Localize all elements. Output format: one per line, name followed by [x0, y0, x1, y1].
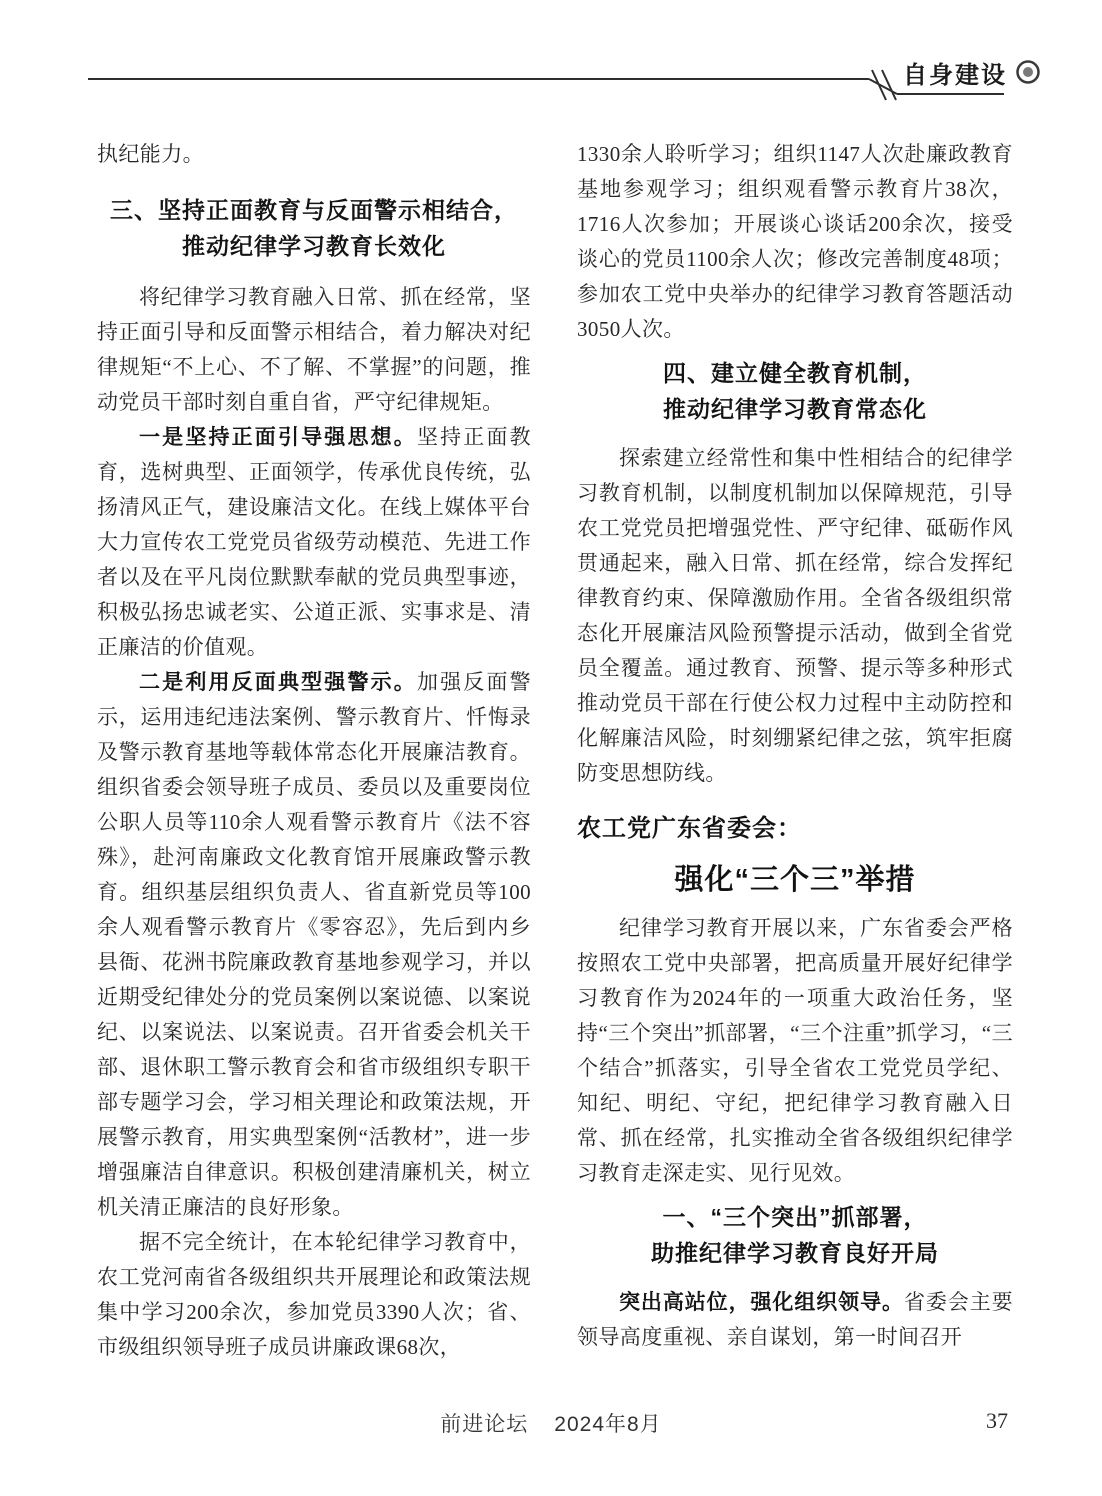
paragraph-lead: 突出高站位，强化组织领导。: [619, 1291, 904, 1314]
section-heading-three: [97, 192, 531, 264]
body-paragraph: 将纪律学习教育融入日常、抓在经常，坚持正面引导和反面警示相结合，着力解决对纪律规矩“不上心、不了解、不掌握”的问题，推动党员干部时刻自重自省，严守纪律规矩。: [97, 285, 531, 414]
heading-line: 一、“三个突出”抓部署，: [662, 1204, 928, 1230]
right-column: [577, 137, 1013, 1355]
body-paragraph: 探索建立经常性和集中性相结合的纪律学习教育机制，以制度机制加以保障规范，引导农工党党员把增强党性、严守纪律、砥砺作风贯通起来，融入日常、抓在经常，综合发挥纪律教育约束、保障激励作用。全省各级组织常态化开展廉洁风险预警提示活动，做到全省党员全覆盖。通过教育、预警、提示等多种形式推动党员干部在行使公权力过程中主动防控和化解廉洁风险，时刻绷紧纪律之弦，筑牢拒腐防变思想防线。: [577, 446, 1013, 785]
footer-issue-date: 2024年8月: [554, 1413, 662, 1436]
paragraph-text: 坚持正面教育，选树典型、正面领学，传承优良传统，弘扬清风正气，建设廉洁文化。在线上媒体平台大力宣传农工党党员省级劳动模范、先进工作者以及在平凡岗位默默奉献的党员典型事迹，积极弘扬忠诚老实、公道正派、实事求是、清正廉洁的价值观。: [97, 425, 531, 659]
page-footer: [0, 1408, 1102, 1438]
carryover-paragraph: 执纪能力。: [97, 142, 204, 166]
body-paragraph: 纪律学习教育开展以来，广东省委会严格按照农工党中央部署，把高质量开展好纪律学习教育作为2024年的一项重大政治任务，坚持“三个突出”抓部署，“三个注重”抓学习，“三个结合”抓落实，引导全省农工党党员学纪、知纪、明纪、守纪，把纪律学习教育融入日常、抓在经常，扎实推动全省各级组织纪律学习教育走深走实、见行见效。: [577, 916, 1013, 1185]
section-heading-one: [577, 1199, 1013, 1271]
footer-journal-line: [0, 1408, 1102, 1438]
heading-line: 推动纪律学习教育长效化: [182, 233, 446, 259]
bullseye-icon: [1018, 62, 1039, 83]
heading-line: 四、建立健全教育机制，: [663, 360, 927, 386]
article-kicker: 农工党广东省委会：: [577, 815, 802, 842]
body-paragraph: 据不完全统计，在本轮纪律学习教育中，农工党河南省各级组织共开展理论和政策法规集中学习200余次，参加党员3390人次；省、市级组织领导班子成员讲廉政课68次，: [97, 1230, 531, 1359]
paragraph-text: 省委会主要领导高度重视、亲自谋划，第一时间召开: [577, 1290, 1014, 1349]
left-column: [97, 137, 531, 1365]
section-label: 自身建设: [903, 62, 1007, 89]
paragraph-text: 加强反面警示，运用违纪违法案例、警示教育片、忏悔录及警示教育基地等载体常态化开展廉洁教育。组织省委会领导班子成员、委员以及重要岗位公职人员等110余人观看警示教育片《法不容殊》，赴河南廉政文化教育馆开展廉政警示教育。组织基层组织负责人、省直新党员等100余人观看警示教育片《零容忍》，先后到内乡县衙、花洲书院廉政教育基地参观学习，并以近期受纪律处分的党员案例以案说德、以案说纪、以案说法、以案说责。召开省委会机关干部、退休职工警示教育会和省市级组织专职干部专题学习会，学习相关理论和政策法规，开展警示教育，用实典型案例“活教材”，进一步增强廉洁自律意识。积极创建清廉机关，树立机关清正廉洁的良好形象。: [97, 670, 531, 1219]
footer-page-number: 37: [986, 1408, 1008, 1433]
paragraph-lead: 二是利用反面典型强警示。: [139, 671, 417, 694]
carryover-paragraph: 1330余人聆听学习；组织1147人次赴廉政教育基地参观学习；组织观看警示教育片38次，1716人次参加；开展谈心谈话200余次，接受谈心的党员1100余人次；修改完善制度48项；参加农工党中央举办的纪律学习教育答题活动3050人次。: [577, 142, 1013, 341]
section-heading-four: [577, 355, 1013, 427]
article-title: 强化“三个三”举措: [674, 864, 916, 896]
body-paragraph: [97, 665, 531, 1225]
body-paragraph: [577, 1285, 1013, 1355]
heading-line: 推动纪律学习教育常态化: [663, 396, 927, 422]
heading-line: 助推纪律学习教育良好开局: [651, 1240, 939, 1266]
footer-journal-name: 前进论坛: [440, 1413, 529, 1436]
body-paragraph: [97, 420, 531, 665]
heading-line: 三、坚持正面教育与反面警示相结合，: [110, 197, 518, 223]
paragraph-lead: 一是坚持正面引导强思想。: [139, 426, 417, 449]
